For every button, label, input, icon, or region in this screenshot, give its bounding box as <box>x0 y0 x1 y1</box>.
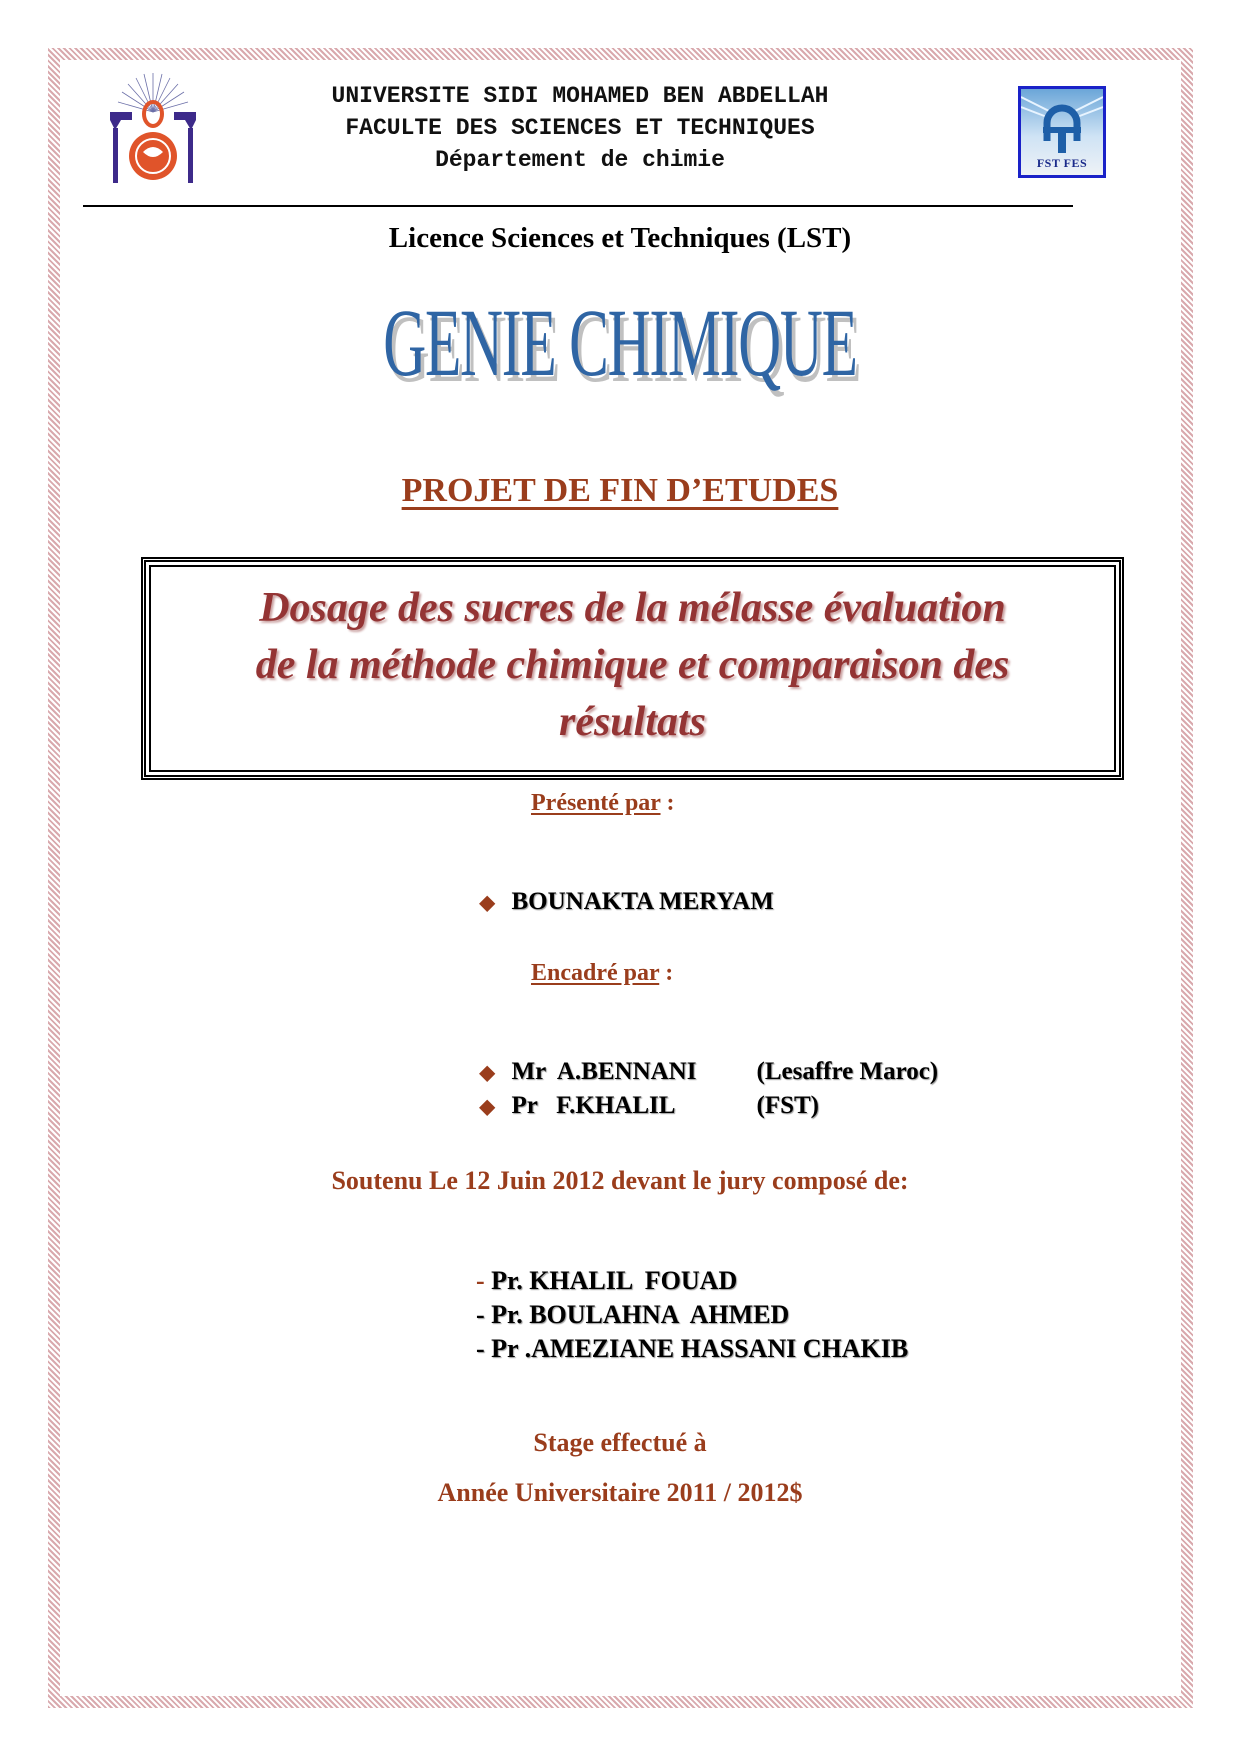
fst-fes-logo <box>1018 86 1106 178</box>
thesis-title-line-3: résultats <box>558 699 707 745</box>
department-name: Département de chimie <box>435 147 725 173</box>
diamond-bullet-icon: ◆ <box>479 1096 495 1118</box>
specialty-title: GENIE CHIMIQUE <box>383 289 857 396</box>
supervised-by-text: Encadré par <box>531 960 660 986</box>
presented-by-text: Présenté par <box>531 790 661 816</box>
faculty-name: FACULTE DES SCIENCES ET TECHNIQUES <box>345 115 815 141</box>
presented-by-colon: : <box>660 790 675 816</box>
jury-name: Pr .AMEZIANE HASSANI CHAKIB <box>484 1334 909 1363</box>
jury-name: Pr. KHALIL FOUAD <box>484 1266 738 1295</box>
supervised-by-colon: : <box>659 960 674 986</box>
jury-dash: - <box>476 1266 485 1295</box>
supervisor-name: Pr F.KHALIL <box>511 1092 676 1119</box>
presented-by-label <box>531 790 675 817</box>
thesis-title-line-2: de la méthode chimique et comparaison des <box>255 642 1010 688</box>
thesis-title <box>256 580 1010 751</box>
project-heading: PROJET DE FIN D’ETUDES <box>401 472 839 509</box>
jury-dash: - <box>476 1334 485 1363</box>
student-row <box>467 860 774 916</box>
fst-fes-label: FST FES <box>1036 156 1088 170</box>
diamond-bullet-icon: ◆ <box>479 892 495 914</box>
supervisor-affiliation: (Lesaffre Maroc) <box>756 1058 939 1085</box>
internship-location: Stage effectué à <box>533 1428 707 1457</box>
supervisor-affiliation: (FST) <box>756 1092 819 1119</box>
jury-member <box>463 1304 908 1364</box>
defense-statement: Soutenu Le 12 Juin 2012 devant le jury composé de: <box>331 1166 909 1195</box>
thesis-title-line-1: Dosage des sucres de la mélasse évaluation <box>259 585 1006 631</box>
supervisor-name: Mr A.BENNANI <box>511 1058 697 1085</box>
diamond-bullet-icon: ◆ <box>479 1062 495 1084</box>
header-divider <box>83 205 1073 207</box>
university-name: UNIVERSITE SIDI MOHAMED BEN ABDELLAH <box>331 83 829 109</box>
thesis-title-frame <box>141 557 1124 780</box>
supervisor-row <box>467 1064 819 1120</box>
university-emblem-logo <box>108 72 198 187</box>
program-name: Licence Sciences et Techniques (LST) <box>388 222 852 254</box>
jury-dash: - <box>476 1300 485 1329</box>
supervised-by-label <box>531 960 673 987</box>
institution-header <box>260 80 900 176</box>
student-name: BOUNAKTA MERYAM <box>511 888 774 915</box>
academic-year: Année Universitaire 2011 / 2012$ <box>437 1478 803 1507</box>
jury-name: Pr. BOULAHNA AHMED <box>484 1300 790 1329</box>
